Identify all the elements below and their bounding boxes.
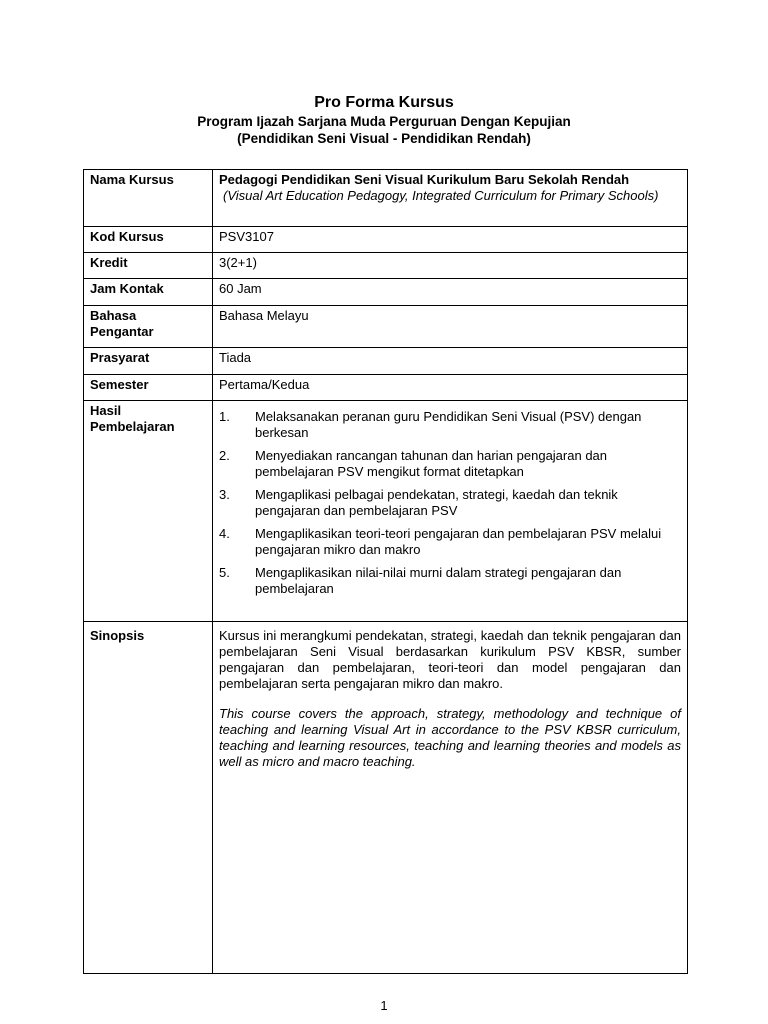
synopsis-english: This course covers the approach, strategy, methodology and technique of teaching and learning Visual Art in accordance to the PSV KBSR curriculum, teaching and learning resources, teaching and learning theories and models as well as micro and macro teaching. [219, 706, 681, 769]
row-kredit [84, 253, 688, 279]
program-specialization: (Pendidikan Seni Visual - Pendidikan Rendah) [237, 131, 531, 146]
list-item [219, 409, 681, 441]
label-hasil-line1: Hasil [90, 403, 122, 418]
list-item [219, 487, 681, 519]
row-sinopsis [84, 622, 688, 974]
value-nama-kursus [213, 170, 688, 227]
list-item [219, 526, 681, 558]
list-item [219, 565, 681, 597]
value-prasyarat: Tiada [213, 348, 688, 375]
row-kod-kursus [84, 227, 688, 253]
label-bahasa-pengantar [84, 306, 213, 348]
list-item [219, 448, 681, 480]
label-semester: Semester [84, 375, 213, 401]
label-kod-kursus: Kod Kursus [84, 227, 213, 253]
page-number: 1 [380, 998, 388, 1013]
value-hasil-pembelajaran [213, 401, 688, 622]
value-kod-kursus: PSV3107 [213, 227, 688, 253]
list-item-number: 4. [219, 526, 230, 541]
label-bahasa-line1: Bahasa [90, 308, 137, 323]
list-item-number: 3. [219, 487, 230, 502]
list-item-number: 2. [219, 448, 230, 463]
label-nama-kursus: Nama Kursus [84, 170, 213, 227]
learning-outcomes-list [219, 409, 681, 597]
label-sinopsis: Sinopsis [84, 622, 213, 974]
label-jam-kontak: Jam Kontak [84, 279, 213, 306]
value-semester: Pertama/Kedua [213, 375, 688, 401]
synopsis-malay: Kursus ini merangkumi pendekatan, strategi, kaedah dan teknik pengajaran dan pembelajaran Seni Visual berdasarkan kurikulum PSV KBSR, sumber pengajaran dan pembelajaran, teori-teori dan model pengajaran dan pembelajaran serta pengajaran mikro dan makro. [219, 628, 681, 691]
value-jam-kontak: 60 Jam [213, 279, 688, 306]
row-hasil-pembelajaran [84, 401, 688, 622]
label-prasyarat: Prasyarat [84, 348, 213, 375]
course-name: Pedagogi Pendidikan Seni Visual Kurikulum Baru Sekolah Rendah [219, 172, 630, 187]
document-title: Pro Forma Kursus [314, 94, 454, 111]
course-name-english: (Visual Art Education Pedagogy, Integrated Curriculum for Primary Schools) [223, 188, 659, 203]
row-bahasa-pengantar [84, 306, 688, 348]
list-item-text: Mengaplikasikan nilai-nilai murni dalam strategi pengajaran dan pembelajaran [255, 565, 622, 596]
list-item-number: 1. [219, 409, 230, 424]
course-proforma-table [83, 169, 688, 974]
row-prasyarat [84, 348, 688, 375]
list-item-text: Melaksanakan peranan guru Pendidikan Seni Visual (PSV) dengan berkesan [255, 409, 642, 440]
label-kredit: Kredit [84, 253, 213, 279]
list-item-text: Mengaplikasi pelbagai pendekatan, strategi, kaedah dan teknik pengajaran dan pembelajaran PSV [255, 487, 618, 518]
value-sinopsis [213, 622, 688, 974]
program-name: Program Ijazah Sarjana Muda Perguruan Dengan Kepujian [197, 114, 571, 129]
label-bahasa-line2: Pengantar [90, 324, 154, 339]
list-item-number: 5. [219, 565, 230, 580]
list-item-text: Mengaplikasikan teori-teori pengajaran dan pembelajaran PSV melalui pengajaran mikro dan makro [255, 526, 662, 557]
value-kredit: 3(2+1) [213, 253, 688, 279]
row-nama-kursus [84, 170, 688, 227]
value-bahasa-pengantar: Bahasa Melayu [213, 306, 688, 348]
label-hasil-pembelajaran [84, 401, 213, 622]
row-semester [84, 375, 688, 401]
list-item-text: Menyediakan rancangan tahunan dan harian pengajaran dan pembelajaran PSV mengikut format ditetapkan [255, 448, 608, 479]
row-jam-kontak [84, 279, 688, 306]
document-header [0, 93, 768, 147]
label-hasil-line2: Pembelajaran [90, 419, 175, 434]
